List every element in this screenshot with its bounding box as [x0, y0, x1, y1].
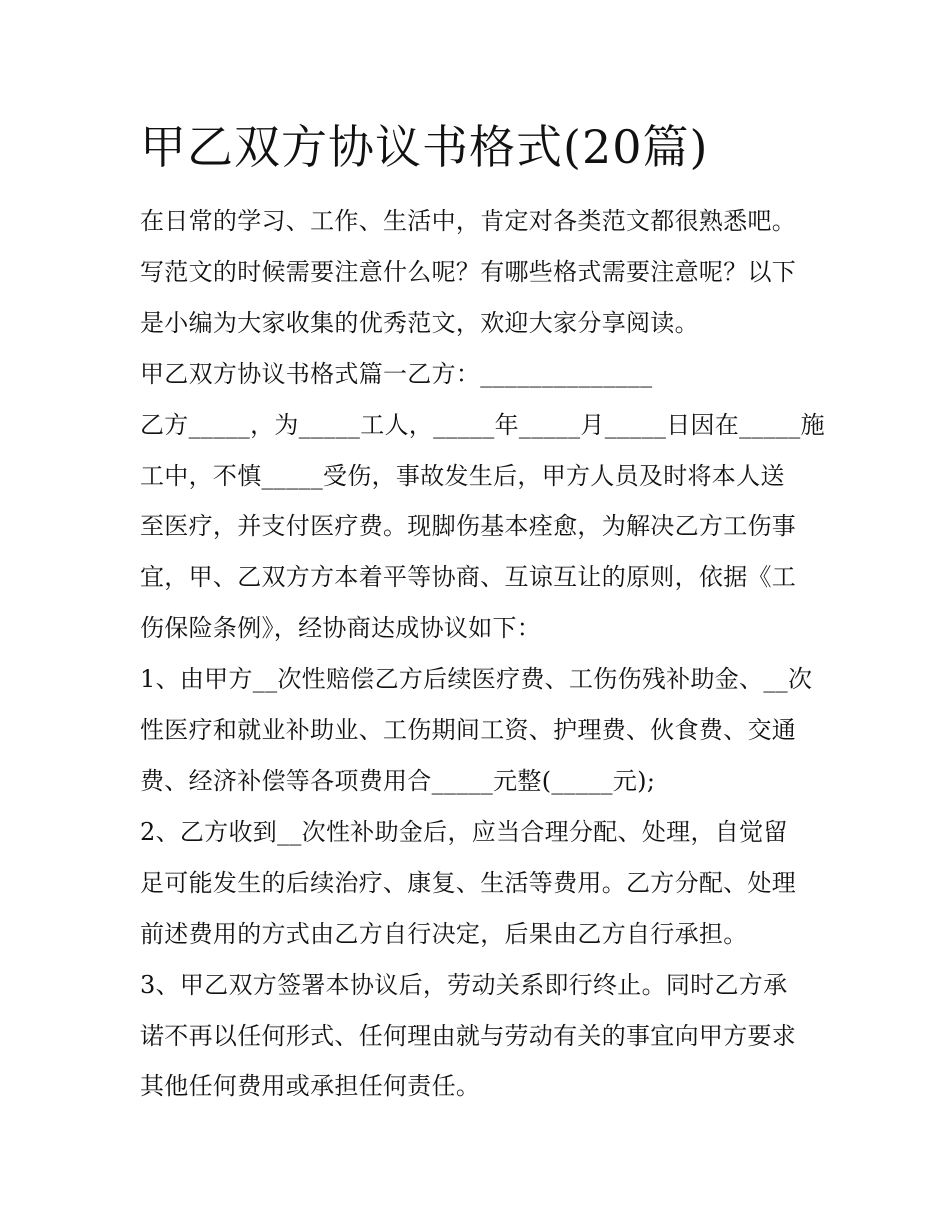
- body-line: 写范文的时候需要注意什么呢？有哪些格式需要注意呢？以下: [140, 257, 797, 286]
- clause-line: 性医疗和就业补助业、工伤期间工资、护理费、伙食费、交通: [140, 716, 797, 745]
- section-heading-line: 甲乙双方协议书格式篇一乙方：______________: [140, 359, 653, 388]
- body-line: 至医疗，并支付医疗费。现脚伤基本痊愈，为解决乙方工伤事: [140, 512, 797, 541]
- body-line: 是小编为大家收集的优秀范文，欢迎大家分享阅读。: [140, 308, 699, 337]
- document-body: [140, 196, 825, 1112]
- document-title: 甲乙双方协议书格式(20篇): [140, 120, 709, 174]
- body-line: 工中，不慎_____受伤，事故发生后，甲方人员及时将本人送: [140, 461, 785, 490]
- clause-line: 诺不再以任何形式、任何理由就与劳动有关的事宜向甲方要求: [140, 1021, 797, 1050]
- clause-line: 2、乙方收到__次性补助金后，应当合理分配、处理，自觉留: [140, 817, 788, 846]
- clause-line: 足可能发生的后续治疗、康复、生活等费用。乙方分配、处理: [140, 868, 797, 897]
- clause-line: 前述费用的方式由乙方自行决定，后果由乙方自行承担。: [140, 919, 748, 948]
- body-line: 宜，甲、乙双方方本着平等协商、互谅互让的原则，依据《工: [140, 563, 797, 592]
- body-line: 乙方_____，为_____工人，_____年_____月_____日因在_____施: [140, 410, 825, 439]
- body-line: 在日常的学习、工作、生活中，肯定对各类范文都很熟悉吧。: [140, 207, 797, 235]
- body-line: 伤保险条例》，经协商达成协议如下：: [140, 614, 542, 643]
- clause-line: 其他任何费用或承担任何责任。: [140, 1072, 481, 1101]
- clause-line: 费、经济补偿等各项费用合_____元整(_____元);: [140, 766, 656, 795]
- clause-line: 1、由甲方__次性赔偿乙方后续医疗费、工伤伤残补助金、__次: [140, 665, 813, 694]
- clause-line: 3、甲乙双方签署本协议后，劳动关系即行终止。同时乙方承: [140, 970, 788, 999]
